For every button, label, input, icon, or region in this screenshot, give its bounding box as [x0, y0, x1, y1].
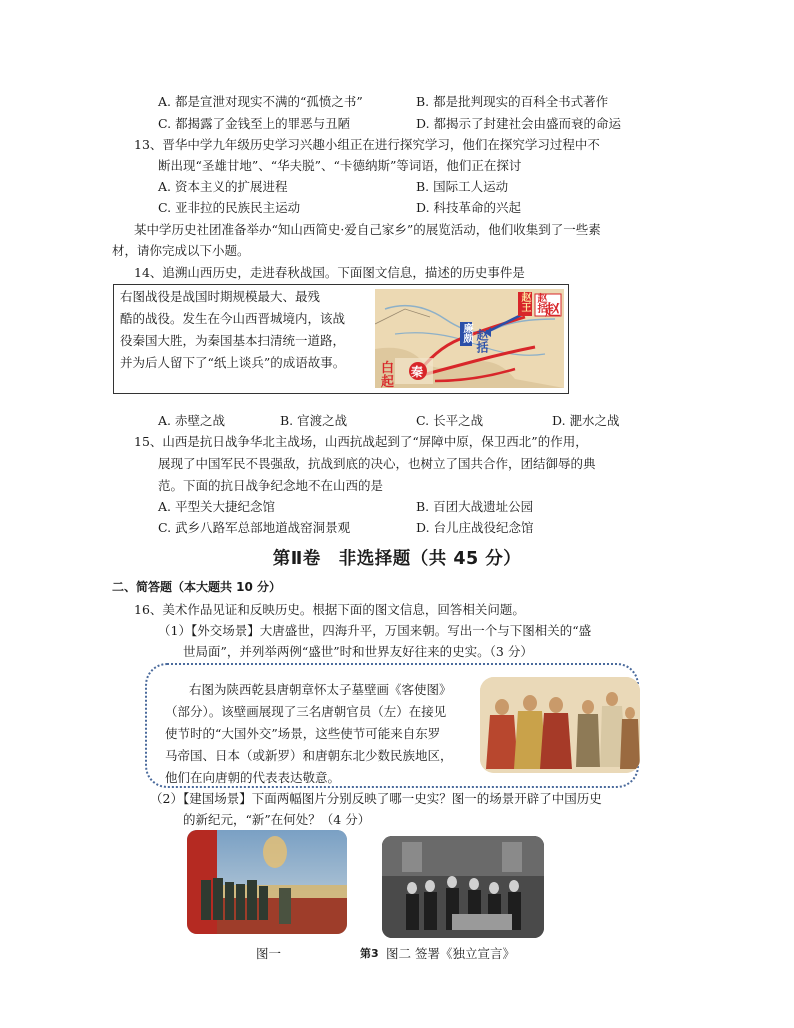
q16-sub2-line2: 的新纪元，“新”在何处？（4 分）	[183, 812, 371, 827]
q13-stem-line2: 断出现“圣雄甘地”、“华夫脱”、“卡德纳斯”等词语，他们正在探讨	[158, 158, 522, 173]
envoy-mural-drawing	[480, 677, 640, 773]
map-label-zhao-king: 赵王	[519, 292, 530, 312]
q16-stem: 16、美术作品见证和反映历史。根据下面的图文信息，回答相关问题。	[134, 602, 525, 617]
q15-option-a: A. 平型关大捷纪念馆	[158, 499, 275, 514]
map-label-qi: 起	[381, 375, 395, 388]
q16-box-line5: 他们在向唐朝的代表表达敬意。	[165, 770, 341, 785]
declaration-signing-image	[382, 836, 544, 938]
q14-option-b: B. 官渡之战	[280, 413, 348, 428]
q13-option-b: B. 国际工人运动	[416, 179, 509, 194]
q16-box-line3: 使节时的“大国外交”场景，这些使节可能来自东罗	[165, 726, 441, 741]
battle-map-image	[375, 289, 564, 388]
q15-option-d: D. 台儿庄战役纪念馆	[416, 520, 534, 535]
part2-title: 第Ⅱ卷 非选择题（共 45 分）	[272, 549, 522, 569]
q14-option-a: A. 赤壁之战	[158, 413, 225, 428]
founding-ceremony-drawing	[187, 830, 347, 934]
q16-sub2-line1: （2）【建国场景】下面两幅图片分别反映了哪一史实？图一的场景开辟了中国历史	[150, 791, 602, 806]
section2-heading: 二、简答题（本大题共 10 分）	[112, 580, 282, 594]
q12-option-c: C. 都揭露了金钱至上的罪恶与丑陋	[158, 116, 351, 131]
founding-ceremony-image	[187, 830, 347, 934]
q12-option-d: D. 都揭示了封建社会由盛而衰的命运	[416, 116, 622, 131]
q15-stem-line3: 范。下面的抗日战争纪念地不在山西的是	[158, 478, 384, 493]
q14-box-line1: 右图战役是战国时期规模最大、最残	[120, 289, 321, 304]
map-label-lianpo: 廉颇	[461, 323, 472, 343]
map-label-zhao-kuo-top: 赵括	[535, 293, 546, 313]
q13-option-c: C. 亚非拉的民族民主运动	[158, 200, 301, 215]
q16-sub1-line2: 世局面”，并列举两例“盛世”时和世界友好往来的史实。（3 分）	[183, 644, 533, 659]
q15-stem-line1: 15、山西是抗日战争华北主战场，山西抗战起到了“屏障中原，保卫西北”的作用，	[134, 434, 588, 449]
figure2-caption: 图二 签署《独立宣言》	[386, 946, 515, 961]
q15-option-c: C. 武乡八路军总部地道战窑洞景观	[158, 520, 351, 535]
q13-stem-line1: 13、晋华中学九年级历史学习兴趣小组正在进行探究学习，他们在探究学习过程中不	[134, 137, 600, 152]
map-label-zhao-kuo-mid: 赵括	[475, 329, 489, 353]
q12-option-a: A. 都是宣泄对现实不满的“孤愤之书”	[158, 94, 363, 109]
figure1-caption: 图一	[256, 946, 282, 961]
q12-option-b: B. 都是批判现实的百科全书式著作	[416, 94, 609, 109]
q13-option-d: D. 科技革命的兴起	[416, 200, 522, 215]
q16-sub1-line1: （1）【外交场景】大唐盛世，四海升平，万国来朝。写出一个与下图相关的“盛	[158, 623, 592, 638]
q14-box-line3: 役秦国大胜，为秦国基本扫清统一道路，	[120, 333, 346, 348]
map-label-qin: 秦	[411, 365, 424, 379]
declaration-signing-drawing	[382, 836, 544, 938]
q16-box-line1: 右图为陕西乾县唐朝章怀太子墓壁画《客使图》	[189, 682, 452, 697]
q15-stem-line2: 展现了中国军民不畏强敌，抗战到底的决心，也树立了国共合作，团结御辱的典	[158, 456, 596, 471]
intro-line2: 材，请你完成以下小题。	[112, 243, 250, 258]
envoy-mural-image	[480, 677, 640, 773]
q14-option-d: D. 淝水之战	[552, 413, 620, 428]
page-marker: 第3	[360, 947, 379, 960]
map-label-zhao: 赵	[545, 301, 561, 319]
q15-option-b: B. 百团大战遗址公园	[416, 499, 534, 514]
intro-line1: 某中学历史社团准备举办“知山西简史·爱自己家乡”的展览活动，他们收集到了一些素	[134, 222, 601, 237]
q14-box-line4: 并为后人留下了“纸上谈兵”的成语故事。	[120, 355, 346, 370]
q14-stem: 14、追溯山西历史，走进春秋战国。下面图文信息，描述的历史事件是	[134, 265, 525, 280]
q13-option-a: A. 资本主义的扩展进程	[158, 179, 288, 194]
q16-box-line4: 马帝国、日本（或新罗）和唐朝东北少数民族地区，	[165, 748, 453, 763]
q14-option-c: C. 长平之战	[416, 413, 484, 428]
q16-box-line2: （部分）。该壁画展现了三名唐朝官员（左）在接见	[165, 704, 447, 719]
map-label-bai: 白	[381, 361, 395, 376]
q14-box-line2: 酷的战役。发生在今山西晋城境内，该战	[120, 311, 346, 326]
